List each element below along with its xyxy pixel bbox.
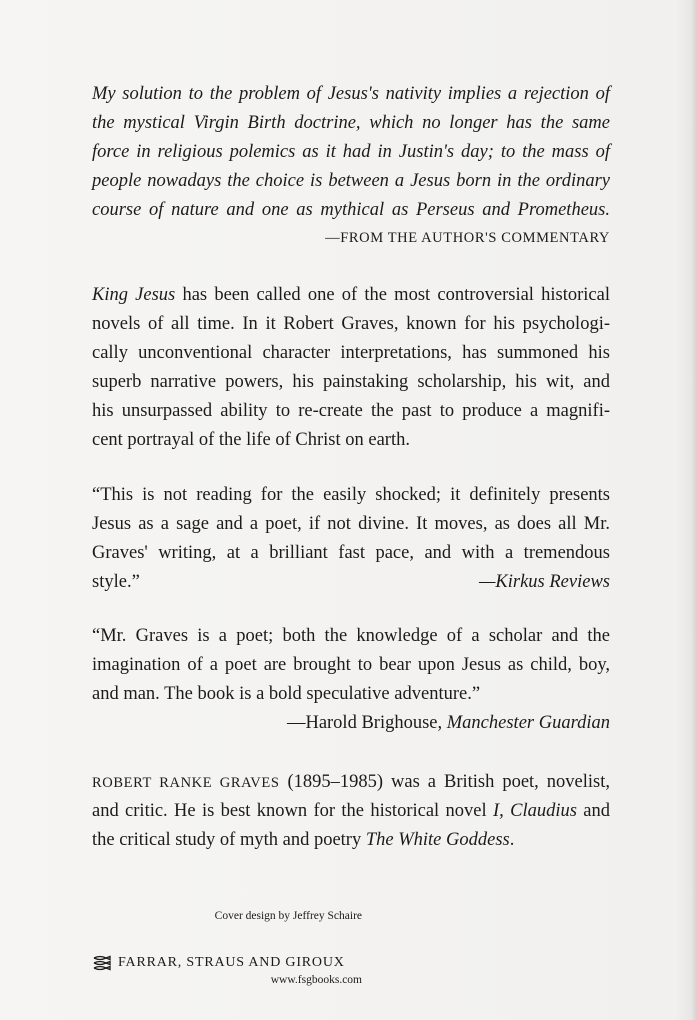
description-line: cent portrayal of the life of Christ on earth. [92, 430, 410, 450]
publisher-name: FARRAR, STRAUS AND GIROUX [118, 955, 345, 970]
book-title: King Jesus [92, 285, 176, 305]
description-line-rest: has been called one of the most controversial historical [175, 285, 610, 305]
description-line: superb narrative powers, his painstaking scholarship, his wit, and [92, 372, 610, 392]
author-name: ROBERT RANKE GRAVES [92, 775, 280, 791]
epigraph-line: course of nature and one as mythical as Perseus and Prometheus. [92, 200, 610, 220]
review-source: —Kirkus Reviews [478, 572, 610, 592]
bio-line [92, 768, 610, 797]
epigraph-line: the mystical Virgin Birth doctrine, which no longer has the same [92, 113, 610, 133]
fsg-fish-logo-icon [92, 955, 112, 971]
book-title-claudius: I, Claudius [492, 801, 577, 821]
description-line [92, 281, 610, 310]
book-description [92, 281, 610, 455]
description-line: cally unconventional character interpretations, has summoned his [92, 343, 610, 363]
review-attribution [92, 709, 610, 738]
epigraph-line: people nowadays the choice is between a Jesus born in the ordinary [92, 171, 610, 191]
review-line: “Mr. Graves is a poet; both the knowledge of a scholar and the [92, 626, 610, 646]
bio-text: and [576, 801, 610, 821]
author-bio [92, 768, 610, 855]
bio-text: . [509, 830, 515, 850]
review-line: “This is not reading for the easily shocked; it definitely presents [92, 485, 610, 505]
bio-text: and critic. He is best known for the historical novel [92, 801, 493, 821]
publisher-url: www.fsgbooks.com [270, 974, 362, 986]
book-title-white-goddess: The White Goddess [365, 830, 510, 850]
publisher-imprint [92, 952, 362, 974]
review-line: Graves' writing, at a brilliant fast pace, and with a tremendous [92, 543, 610, 563]
epigraph-line: My solution to the problem of Jesus's nativity implies a rejection of [92, 84, 610, 104]
bio-line-rest: (1895–1985) was a British poet, novelist, [279, 772, 610, 792]
review-line: Jesus as a sage and a poet, if not divine. It moves, as does all Mr. [92, 514, 610, 534]
review-kirkus [92, 481, 610, 597]
epigraph-quote [92, 80, 610, 225]
reviewer-name: —Harold Brighouse, [286, 713, 447, 733]
review-last-line [92, 568, 610, 597]
epigraph-attribution-wrap [92, 224, 610, 253]
epigraph-attribution: —FROM THE AUTHOR'S COMMENTARY [325, 230, 610, 246]
page-edge-shadow [691, 0, 697, 1020]
description-line: novels of all time. In it Robert Graves, known for his psychologi- [92, 314, 610, 334]
description-line: his unsurpassed ability to re-create the past to produce a magnifi- [92, 401, 610, 421]
review-line: and man. The book is a bold speculative adventure.” [92, 684, 481, 704]
bio-text: the critical study of myth and poetry [92, 830, 366, 850]
review-manchester-guardian [92, 622, 610, 738]
review-line: style.” [92, 572, 140, 592]
review-line: imagination of a poet are brought to bear upon Jesus as child, boy, [92, 655, 610, 675]
epigraph-line: force in religious polemics as it had in Justin's day; to the mass of [92, 142, 610, 162]
cover-design-credit: Cover design by Jeffrey Schaire [214, 910, 362, 922]
bio-line [92, 797, 610, 826]
bio-line [92, 826, 610, 855]
review-publication: Manchester Guardian [446, 713, 610, 733]
